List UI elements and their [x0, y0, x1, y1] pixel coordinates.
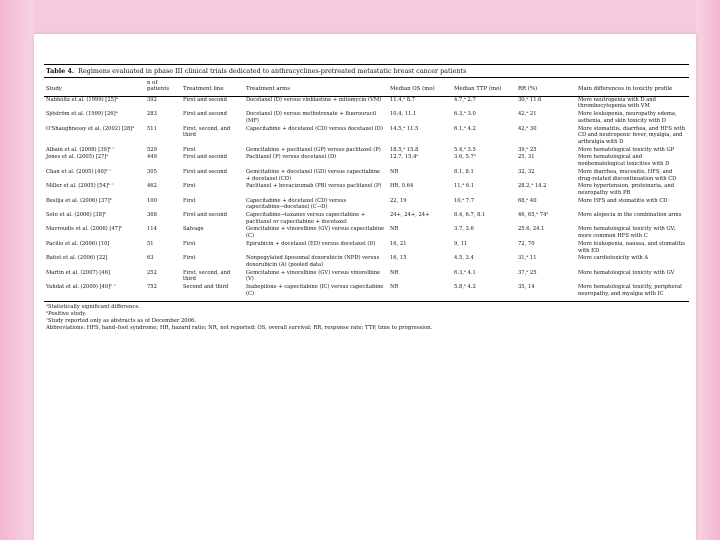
footnote-abbreviations: Abbreviations: HFS, hand–foot syndrome; HR, hazard ratio; NR, not reported; OS, overall survival; RR, response rate; TTP, time to progression.	[46, 324, 433, 331]
table-row	[44, 241, 689, 255]
table-row	[44, 226, 689, 240]
cell-rr: 35, 14	[518, 284, 535, 291]
cell-study: Miller et al. (2005) [54]ᵇ ᶜ	[46, 183, 114, 190]
cell-ttp: 10,ᵃ 7.7	[454, 197, 475, 204]
cell-study: Vahdat et al. (2009) [49]ᵇ ᶜ	[46, 284, 116, 291]
cell-patients: 51	[147, 240, 154, 247]
cell-toxicity: More leukopenia, nausea, and stomatitis with ED	[578, 240, 686, 254]
cell-study: Chan et al. (2005) [40]ᵇ ᶜ	[46, 168, 112, 175]
cell-os: 22, 19	[390, 197, 407, 204]
footnote-c: ᶜStudy reported only as abstracts as of December 2006.	[46, 317, 197, 324]
cell-ttp: 5.8,ᵃ 4.2	[454, 284, 476, 291]
cell-study: Albain et al. (2008) [39]ᵇ ᶜ	[46, 146, 115, 153]
cell-arms: Capecitabine + docetaxel (CD) versus docetaxel (D)	[246, 125, 383, 132]
cell-line: Salvage	[183, 226, 204, 233]
cell-study: Martin et al. (2007) [46]	[46, 269, 111, 276]
footnote-b: ᵇPositive study.	[46, 311, 87, 318]
cell-line: First	[183, 240, 196, 247]
cell-study: Sjöström et al. (1999) [26]ᵃ	[46, 111, 118, 118]
table-row	[44, 183, 689, 197]
cell-ttp: 4.5, 3.4	[454, 255, 474, 262]
cell-study: Beslija et al. (2006) [37]ᵇ	[46, 197, 112, 204]
footnote-a: ᵃStatistically significant difference.	[46, 304, 141, 311]
cell-ttp: 4.7,ᵃ 2.7	[454, 96, 476, 103]
table-document	[44, 64, 689, 331]
table-row	[44, 169, 689, 183]
table-row	[44, 255, 689, 269]
cell-os: 14.5,ᵃ 11.5	[390, 125, 419, 132]
cell-patients: 114	[147, 226, 157, 233]
cell-arms: Gemcitabine + vinorelbine (GV) versus capecitabine (C)	[246, 226, 385, 240]
cell-line: First	[183, 183, 196, 190]
table-label: Table 4.	[46, 67, 75, 75]
cell-line: First, second, and third	[183, 125, 231, 139]
cell-rr: 31,ᵃ 11	[518, 255, 537, 262]
cell-arms: Ixabepilone + capecitabine (IC) versus capecitabine (C)	[246, 284, 384, 297]
cell-toxicity: More HFS and stomatitis with CD	[578, 197, 668, 204]
table-title	[44, 65, 689, 78]
cell-toxicity: More leukopenia, neuropathy edema, asthenia, and skin toxicity with D	[578, 111, 677, 124]
table-row	[44, 270, 689, 284]
cell-toxicity: More hematological and nonhematological toxicities with D	[578, 154, 670, 168]
cell-line: First and second	[183, 96, 227, 103]
cell-toxicity: More stomatitis, diarrhea, and HFS with CD and neutropenic fever, myalgia, and arthralgia with D	[578, 125, 686, 145]
cell-study: Batist et al. (2006) [22]	[46, 255, 108, 262]
cell-arms: Docetaxel (D) versus vinblastine + mitomycin (VM)	[246, 96, 382, 103]
cell-toxicity: More cardiotoxicity with A	[578, 255, 649, 262]
table-caption: Regimens evaluated in phase III clinical trials dedicated to anthracyclines-pretreated metastatic breast cancer patients	[78, 67, 467, 75]
cell-line: First and second	[183, 154, 227, 161]
header-toxicity: Main differences in toxicity profile	[576, 78, 689, 97]
cell-rr: 72, 70	[518, 240, 535, 247]
table-row	[44, 126, 689, 147]
cell-os: 18.5,ᵃ 15.8	[390, 146, 419, 153]
cell-os: 10.4, 11.1	[390, 111, 417, 118]
cell-toxicity: More hematological toxicity with GP	[578, 146, 675, 153]
cell-line: First	[183, 197, 196, 204]
regimens-table	[44, 78, 689, 302]
cell-ttp: 11,ᵃ 6.1	[454, 183, 475, 190]
cell-os: NR	[390, 284, 399, 291]
table-row	[44, 284, 689, 301]
cell-study: O'Shaughnessy et al. (2002) [28]ᵃ	[46, 125, 135, 132]
cell-ttp: 8.4, 6.7, 8.1	[454, 212, 486, 219]
header-arms: Treatment arms	[244, 78, 388, 97]
cell-rr: 46, 65,ᵃ 74ᵃ	[518, 212, 549, 219]
cell-rr: 30,ᵃ 11.6	[518, 96, 542, 103]
table-row	[44, 96, 689, 111]
cell-patients: 283	[147, 111, 157, 118]
cell-arms: Paclitaxel (P) versus docetaxel (D)	[246, 154, 337, 161]
table-row	[44, 111, 689, 125]
cell-study: Soto et al. (2006) [38]ᵇ	[46, 212, 107, 219]
cell-arms: Paclitaxel + bevacizumab (PB) versus paclitaxel (P)	[246, 183, 382, 190]
cell-patients: 63	[147, 255, 154, 262]
cell-ttp: 5.4,ᵃ 3.5	[454, 146, 476, 153]
cell-arms: Capecitabine + docetaxel (CD) versus capecitabine→docetaxel (C→D)	[246, 197, 347, 211]
cell-patients: 449	[147, 154, 157, 161]
header-line: Treatment line	[181, 78, 244, 97]
cell-ttp: 3.6, 5.7ᵃ	[454, 154, 476, 161]
cell-arms: Docetaxel (D) versus methotrexate + fluorouracil (MF)	[246, 111, 377, 124]
cell-line: First	[183, 146, 196, 153]
cell-ttp: 6.1,ᵃ 4.2	[454, 125, 476, 132]
header-patients: n of patients	[145, 78, 181, 97]
cell-patients: 511	[147, 125, 157, 132]
cell-arms: Gemcitabine + paclitaxel (GP) versus paclitaxel (P)	[246, 146, 381, 153]
cell-os: NR	[390, 168, 399, 175]
header-row	[44, 78, 689, 97]
cell-toxicity: More hematological toxicity with GV; more common HFS with C	[578, 226, 676, 240]
cell-toxicity: More neutropenia with D and thrombocytopenia with VM	[578, 96, 656, 110]
cell-rr: 32, 32	[518, 168, 535, 175]
cell-study: Jones et al. (2005) [27]ᵃ	[46, 154, 109, 161]
cell-ttp: 3.7, 3.6	[454, 226, 474, 233]
table-row	[44, 147, 689, 155]
cell-arms: Nonpegylated liposomal doxorubicin (NPD) versus doxorubicin (A) (pooled data)	[246, 255, 380, 268]
cell-toxicity: More alopecia in the combination arms	[578, 212, 682, 219]
cell-study: Pacilio et al. (2006) [10]	[46, 240, 110, 247]
table-row	[44, 154, 689, 168]
cell-patients: 392	[147, 96, 157, 103]
slide-panel	[34, 34, 696, 540]
cell-ttp: 6.3,ᵃ 4.1	[454, 269, 476, 276]
cell-rr: 68,ᵃ 40	[518, 197, 537, 204]
cell-arms: Gemcitabine + vinorelbine (GV) versus vinorelbine (V)	[246, 269, 381, 283]
cell-study: Mavroudis et al. (2006) [47]ᵇ	[46, 226, 123, 233]
cell-rr: 25.6, 24.1	[518, 226, 545, 233]
cell-os: 12.7, 15.4ᵃ	[390, 154, 419, 161]
cell-line: First, second, and third	[183, 269, 231, 283]
cell-rr: 28.2,ᵃ 14.2	[518, 183, 547, 190]
cell-toxicity: More hematological toxicity with GV	[578, 269, 675, 276]
cell-os: NR	[390, 269, 399, 276]
cell-rr: 25, 31	[518, 154, 535, 161]
cell-line: First and second	[183, 212, 227, 219]
cell-line: First and second	[183, 168, 227, 175]
table-row	[44, 212, 689, 226]
cell-rr: 42,ᵃ 30	[518, 125, 537, 132]
cell-toxicity: More diarrhea, mucositis, HFS, and drug-related discontinuation with CD	[578, 168, 677, 182]
cell-line: Second and third	[183, 284, 229, 291]
cell-rr: 37,ᵃ 25	[518, 269, 537, 276]
cell-patients: 305	[147, 168, 157, 175]
cell-arms: Epirubicin + docetaxel (ED) versus docetaxel (D)	[246, 240, 376, 247]
cell-line: First	[183, 255, 196, 262]
table-body	[44, 96, 689, 301]
cell-rr: 42,ᵃ 21	[518, 111, 537, 118]
cell-rr: 39,ᵃ 25	[518, 146, 537, 153]
cell-patients: 529	[147, 146, 157, 153]
cell-toxicity: More hematological toxicity, peripheral neuropathy, and myalgia with IC	[578, 284, 682, 297]
cell-patients: 100	[147, 197, 157, 204]
cell-study: Nabholtz et al. (1999) [25]ᵃ	[46, 96, 118, 103]
cell-ttp: 6.3,ᵃ 3.0	[454, 111, 476, 118]
cell-ttp: 8.1, 8.1	[454, 168, 474, 175]
cell-patients: 462	[147, 183, 157, 190]
header-os: Median OS (mo)	[388, 78, 452, 97]
cell-os: HR, 0.64	[390, 183, 414, 190]
header-rr: RR (%)	[516, 78, 576, 97]
cell-os: 24+, 24+, 24+	[390, 212, 430, 219]
footnotes	[44, 301, 689, 331]
cell-line: First and second	[183, 111, 227, 118]
cell-patients: 252	[147, 269, 157, 276]
cell-patients: 368	[147, 212, 157, 219]
cell-os: 11.4,ᵃ 8.7	[390, 96, 416, 103]
header-study: Study	[44, 78, 145, 97]
header-ttp: Median TTP (mo)	[452, 78, 516, 97]
cell-arms: Capecitabine→taxanes versus capecitabine + paclitaxel or capecitabine + docetaxel	[246, 212, 366, 225]
left-decorative-strip	[0, 0, 34, 540]
cell-ttp: 9, 11	[454, 240, 468, 247]
cell-os: 16, 15	[390, 255, 407, 262]
right-decorative-strip	[696, 0, 720, 540]
cell-os: 16, 21	[390, 240, 407, 247]
table-row	[44, 198, 689, 212]
cell-os: NR	[390, 226, 399, 233]
cell-toxicity: More hypertension, proteinuria, and neuropathy with PB	[578, 183, 675, 196]
cell-patients: 752	[147, 284, 157, 291]
cell-arms: Gemcitabine + docetaxel (GD) versus capecitabine + docetaxel (CD)	[246, 168, 381, 182]
